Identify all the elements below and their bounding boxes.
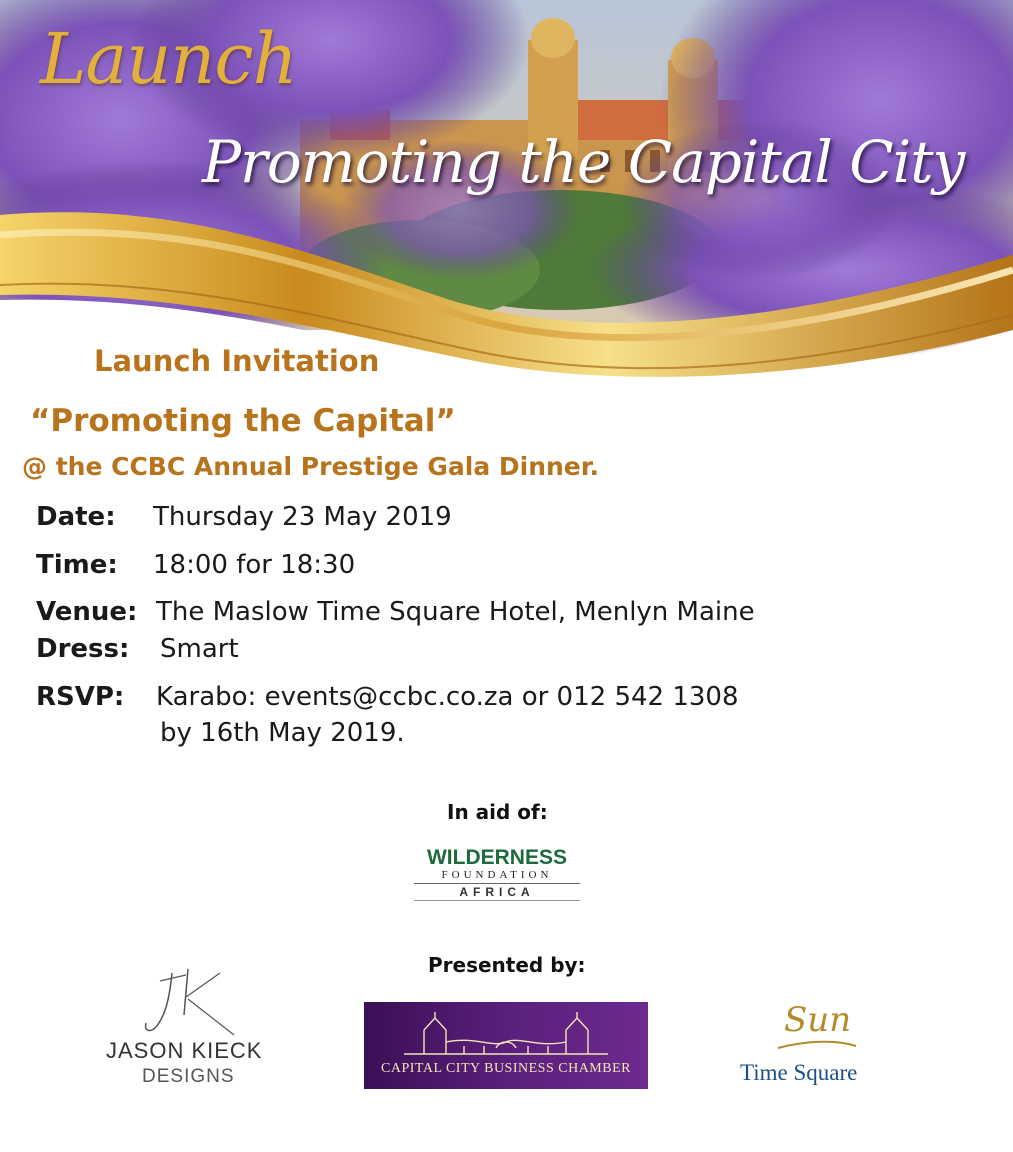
invitation-subtitle: “Promoting the Capital”: [30, 403, 456, 439]
rsvp-value-line1: Karabo: events@ccbc.co.za or 012 542 1308: [156, 682, 739, 712]
invitation-title: Launch Invitation: [94, 344, 380, 378]
wilderness-logo-line3: AFRICA: [414, 884, 580, 901]
script-launch-title: Launch: [40, 18, 297, 100]
date-label: Date:: [36, 502, 116, 532]
dress-label: Dress:: [36, 634, 130, 664]
ccbc-logo: [364, 1002, 648, 1089]
rsvp-value-line2: by 16th May 2019.: [160, 718, 405, 748]
time-value: 18:00 for 18:30: [153, 550, 356, 580]
invitation-event: @ the CCBC Annual Prestige Gala Dinner.: [22, 452, 600, 481]
wilderness-logo-line2: FOUNDATION: [414, 869, 580, 884]
sun-swoosh-icon: [738, 1036, 898, 1056]
in-aid-label: In aid of:: [447, 800, 548, 824]
wilderness-logo-line1: WILDERNESS: [426, 846, 567, 869]
jk-line2: DESIGNS: [142, 1066, 235, 1087]
date-value: Thursday 23 May 2019: [153, 502, 452, 532]
sun-time-square-logo: [738, 1000, 898, 1090]
sun-script: Sun: [784, 1000, 852, 1040]
time-square-name: Time Square: [740, 1060, 858, 1085]
hero-banner: [0, 0, 1013, 400]
presented-by-label: Presented by:: [428, 953, 586, 977]
wilderness-foundation-logo: [414, 847, 580, 905]
rsvp-label: RSVP:: [36, 682, 125, 712]
venue-value: The Maslow Time Square Hotel, Menlyn Maine: [156, 597, 755, 627]
ccbc-name: CAPITAL CITY BUSINESS CHAMBER: [381, 1061, 631, 1076]
time-label: Time:: [36, 550, 118, 580]
venue-label: Venue:: [36, 597, 138, 627]
jason-kieck-logo: [100, 965, 270, 1090]
jk-line1: JASON KIECK: [106, 1038, 263, 1063]
script-main-title: Promoting the Capital City: [202, 128, 965, 196]
dress-value: Smart: [160, 634, 239, 664]
jk-monogram-icon: [100, 965, 270, 1040]
